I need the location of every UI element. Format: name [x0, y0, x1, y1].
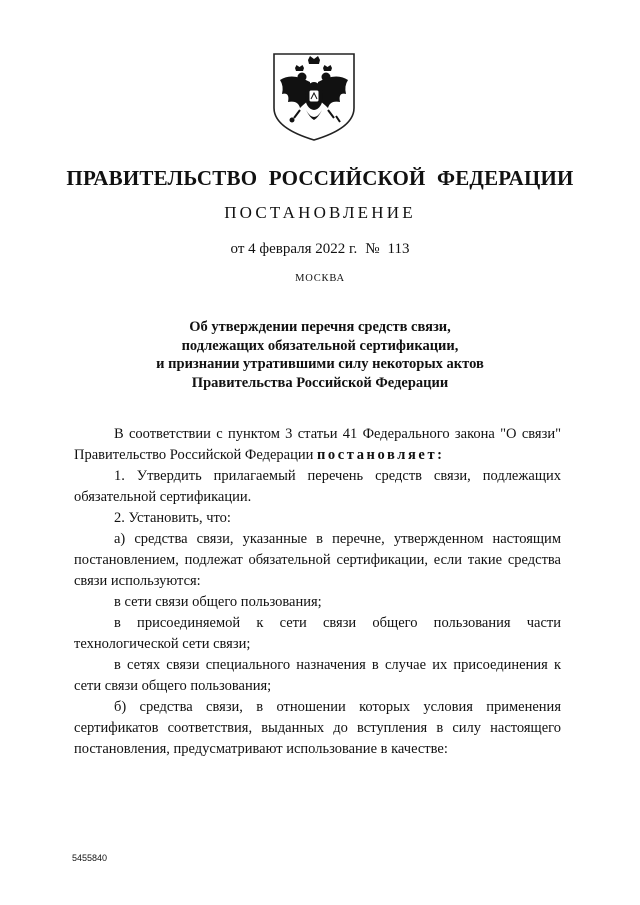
subject-line: Правительства Российской Федерации — [191, 374, 449, 391]
date-number-line — [0, 241, 640, 258]
document-code: 5455840 — [72, 853, 108, 863]
subject-line: Об утверждении перечня средств связи, — [189, 319, 451, 335]
body-paragraph: в сетях связи специального назначения в случае их присоединения к сети связи общего пользования; — [74, 657, 561, 694]
decree-word: постановляет: — [316, 447, 445, 463]
body-paragraph: 2. Установить, что: — [114, 510, 231, 526]
subject-line: подлежащих обязательной сертификации, — [181, 337, 459, 354]
city: МОСКВА — [295, 273, 345, 284]
body-paragraph: в сети связи общего пользования; — [114, 594, 322, 610]
body-paragraph: 1. Утвердить прилагаемый перечень средств связи, подлежащих обязательной сертификации. — [74, 468, 561, 505]
body-paragraph: в присоединяемой к сети связи общего пользования части технологической сети связи; — [74, 615, 561, 652]
document-number: 113 — [387, 241, 410, 257]
intro-text: В соответствии с пунктом 3 статьи 41 Федерального закона "О связи" Правительство Российской Федерации — [74, 426, 561, 463]
coat-of-arms-emblem-icon — [270, 50, 358, 142]
document-body — [74, 424, 561, 760]
government-title: ПРАВИТЕЛЬСТВО РОССИЙСКОЙ ФЕДЕРАЦИИ — [66, 166, 574, 190]
number-sign: № — [365, 241, 380, 257]
document-subject — [0, 318, 640, 392]
body-paragraph: б) средства связи, в отношении которых условия применения сертификатов соответствия, выданных до вступления в силу настоящего постановления, предусматривают использование в качестве: — [74, 699, 561, 757]
body-paragraph: а) средства связи, указанные в перечне, утвержденном настоящим постановлением, подлежат обязательной сертификации, если такие средства связи используются: — [74, 531, 561, 589]
document-date: от 4 февраля 2022 г. — [230, 241, 358, 257]
intro-paragraph — [74, 424, 561, 466]
document-type: ПОСТАНОВЛЕНИЕ — [224, 203, 416, 222]
subject-line: и признании утратившими силу некоторых актов — [156, 356, 484, 372]
